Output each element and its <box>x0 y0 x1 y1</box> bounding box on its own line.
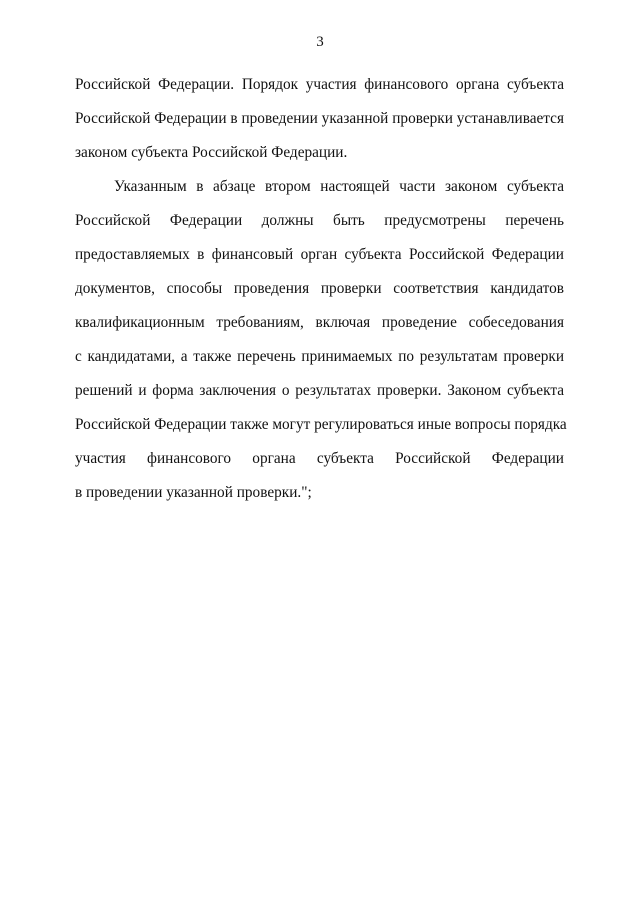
text-line: участия финансового органа субъекта Российской Федерации <box>75 450 564 467</box>
text-line: Российской Федерации также могут регулироваться иные вопросы порядка <box>75 416 567 433</box>
text-line: Российской Федерации должны быть предусмотрены перечень <box>75 212 564 229</box>
text-line: в проведении указанной проверки."; <box>75 484 312 501</box>
text-line: решений и форма заключения о результатах проверки. Законом субъекта <box>75 382 564 399</box>
text-line: предоставляемых в финансовый орган субъекта Российской Федерации <box>75 246 564 263</box>
page-number: 3 <box>316 34 324 50</box>
text-line: квалификационным требованиям, включая проведение собеседования <box>75 314 564 331</box>
text-line: документов, способы проведения проверки соответствия кандидатов <box>75 280 564 297</box>
text-line: Российской Федерации. Порядок участия финансового органа субъекта <box>75 76 564 93</box>
text-line: Российской Федерации в проведении указанной проверки устанавливается <box>75 110 564 127</box>
text-line: с кандидатами, а также перечень принимаемых по результатам проверки <box>75 348 564 365</box>
text-line: законом субъекта Российской Федерации. <box>75 144 348 161</box>
text-line: Указанным в абзаце втором настоящей части законом субъекта <box>114 178 564 195</box>
